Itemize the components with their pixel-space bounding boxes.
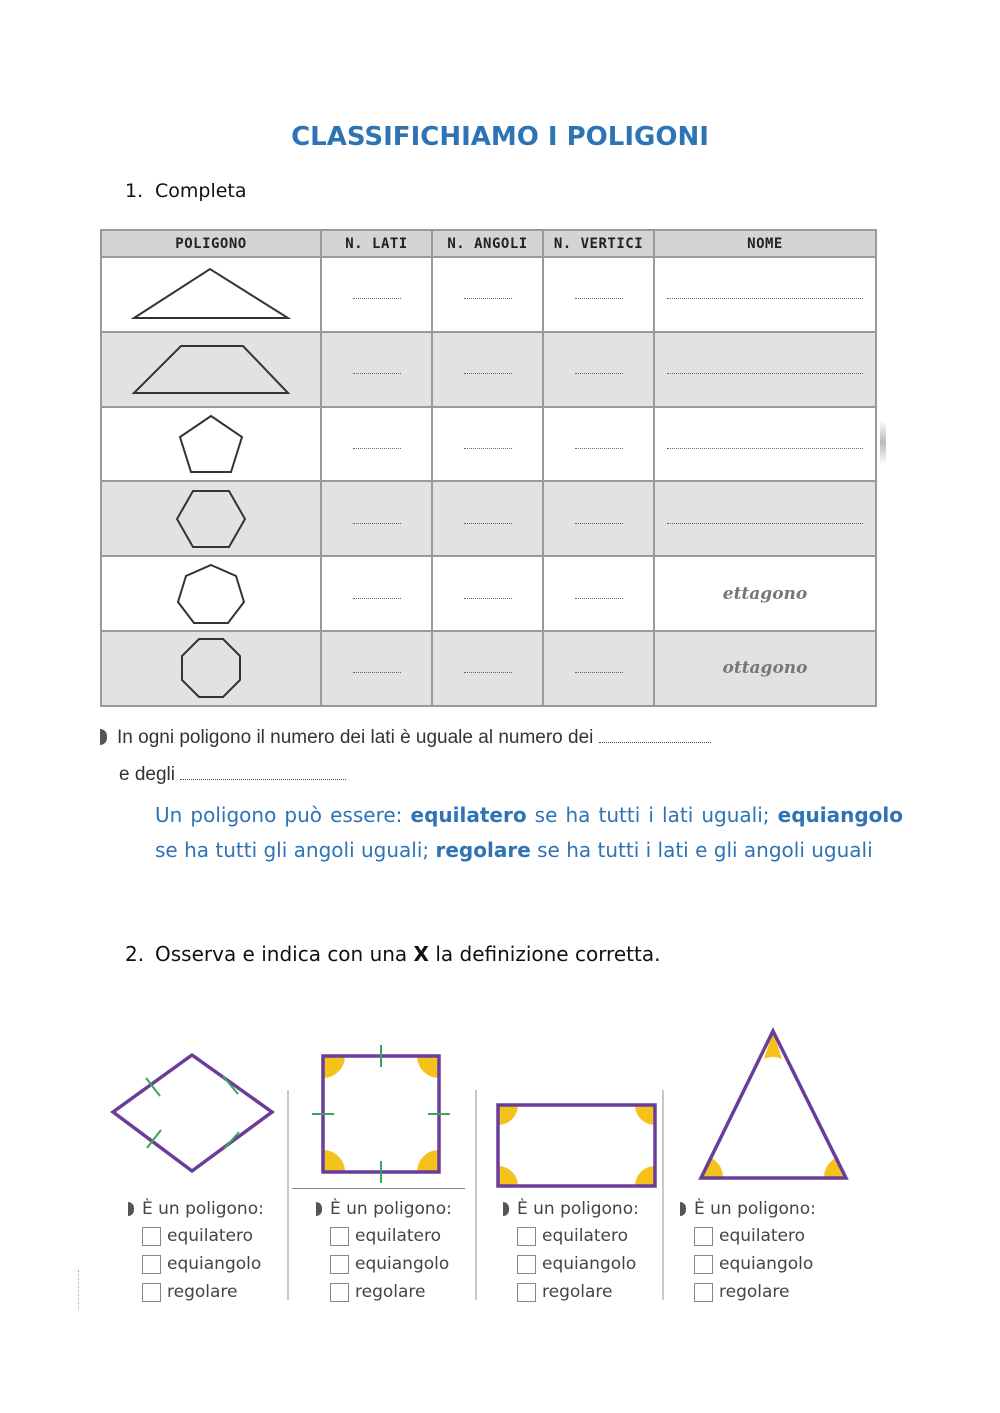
checkbox[interactable] [694,1255,713,1274]
option-regolare[interactable] [330,1278,452,1306]
bullet-icon [100,729,107,745]
option-equilatero[interactable] [142,1222,264,1250]
table-header-row [101,230,876,257]
rule-text-1: In ogni poligono il numero dei lati è uguale al numero dei [117,727,594,748]
n-vertici-blank[interactable] [543,481,654,556]
option-label: equiangolo [542,1254,637,1274]
table-row [101,556,876,631]
polygon-cell [101,332,321,407]
polygon-cell [101,481,321,556]
triangle-icon [131,265,291,323]
option-label: equiangolo [167,1254,262,1274]
table-row [101,332,876,407]
n-angoli-blank[interactable] [432,481,543,556]
pentagon-icon [176,413,246,475]
definition-paragraph [155,798,903,868]
scan-edge-mark [78,1270,80,1310]
option-label: regolare [719,1282,790,1302]
rhombus-icon [105,1050,280,1178]
header-poligono: POLIGONO [101,230,321,257]
info-text-3: se ha tutti gli angoli uguali; [155,838,436,862]
option-label: equilatero [167,1226,254,1246]
option-regolare[interactable] [142,1278,264,1306]
choice-question: È un poligono: [517,1199,639,1219]
n-vertici-blank[interactable] [543,332,654,407]
option-label: equiangolo [355,1254,450,1274]
exercise-2-x: X [413,942,429,966]
triangle-icon [695,1025,853,1183]
term-regolare: regolare [435,838,531,862]
trapezoid-icon [131,341,291,397]
checkbox[interactable] [330,1283,349,1302]
column-separator [662,1090,664,1300]
exercise-2-number: 2. [125,942,145,966]
info-text-2: se ha tutti i lati uguali; [526,803,778,827]
info-text-1: Un poligono può essere: [155,803,411,827]
nome-blank[interactable] [654,481,876,556]
table-row [101,631,876,706]
table-row [101,481,876,556]
polygon-cell [101,407,321,482]
bullet-icon [128,1202,134,1216]
checkbox[interactable] [330,1255,349,1274]
n-angoli-blank[interactable] [432,556,543,631]
option-label: regolare [355,1282,426,1302]
option-regolare[interactable] [694,1278,816,1306]
hexagon-icon [175,488,247,550]
header-n-angoli: N. ANGOLI [432,230,543,257]
octagon-icon [178,636,244,700]
term-equilatero: equilatero [410,803,527,827]
option-equiangolo[interactable] [142,1250,264,1278]
n-angoli-blank[interactable] [432,631,543,706]
option-label: equilatero [719,1226,806,1246]
exercise-2-text-post: la definizione corretta. [428,942,661,966]
exercise-2-text-pre: Osserva e indica con una [155,942,414,966]
n-lati-blank[interactable] [321,257,432,332]
option-label: regolare [542,1282,613,1302]
info-text-4: se ha tutti i lati e gli angoli uguali [530,838,873,862]
n-angoli-blank[interactable] [432,407,543,482]
checkbox[interactable] [517,1255,536,1274]
rule-blank-2[interactable] [180,779,346,780]
n-vertici-blank[interactable] [543,556,654,631]
header-n-vertici: N. VERTICI [543,230,654,257]
choice-question: È un poligono: [330,1199,452,1219]
n-angoli-blank[interactable] [432,332,543,407]
header-n-lati: N. LATI [321,230,432,257]
table-row [101,257,876,332]
choice-block-rectangle [503,1196,639,1306]
checkbox[interactable] [694,1227,713,1246]
rule-sentence-line1 [100,727,711,749]
n-lati-blank[interactable] [321,481,432,556]
option-label: equilatero [542,1226,629,1246]
rule-text-2: e degli [119,764,175,785]
polygon-table [100,229,877,707]
nome-cell [654,556,876,631]
option-label: equilatero [355,1226,442,1246]
n-vertici-blank[interactable] [543,407,654,482]
n-lati-blank[interactable] [321,407,432,482]
square-icon [310,1043,452,1185]
option-equiangolo[interactable] [517,1250,639,1278]
choice-block-triangle [680,1196,816,1306]
rule-blank-1[interactable] [599,742,711,743]
nome-blank[interactable] [654,332,876,407]
polygon-name: ettagono [722,583,808,604]
page-title: CLASSIFICHIAMO I POLIGONI [291,122,709,152]
column-underline [292,1188,465,1189]
option-equiangolo[interactable] [330,1250,452,1278]
n-vertici-blank[interactable] [543,631,654,706]
choice-block-square [316,1196,452,1306]
column-separator [287,1090,289,1300]
term-equiangolo: equiangolo [777,803,903,827]
heptagon-icon [175,562,247,626]
nome-blank[interactable] [654,257,876,332]
option-equilatero[interactable] [517,1222,639,1250]
nome-cell [654,631,876,706]
polygon-cell [101,257,321,332]
exercise-1-instruction [125,180,247,202]
checkbox[interactable] [330,1227,349,1246]
checkbox[interactable] [142,1283,161,1302]
rule-sentence-line2 [119,764,346,786]
checkbox[interactable] [517,1227,536,1246]
n-lati-blank[interactable] [321,631,432,706]
n-lati-blank[interactable] [321,332,432,407]
column-separator [475,1090,477,1300]
n-lati-blank[interactable] [321,556,432,631]
checkbox[interactable] [517,1283,536,1302]
exercise-1-text: Completa [155,180,247,202]
choice-question: È un poligono: [142,1199,264,1219]
bullet-icon [503,1202,509,1216]
choice-block-rhombus [128,1196,264,1306]
option-label: equiangolo [719,1254,814,1274]
option-equilatero[interactable] [694,1222,816,1250]
option-regolare[interactable] [517,1278,639,1306]
choice-question: È un poligono: [694,1199,816,1219]
n-angoli-blank[interactable] [432,257,543,332]
n-vertici-blank[interactable] [543,257,654,332]
option-equiangolo[interactable] [694,1250,816,1278]
checkbox[interactable] [694,1283,713,1302]
polygon-name: ottagono [722,658,808,679]
nome-blank[interactable] [654,407,876,482]
polygon-cell [101,556,321,631]
exercise-1-number: 1. [125,180,144,202]
rectangle-icon [493,1100,661,1192]
bullet-icon [680,1202,686,1216]
option-label: regolare [167,1282,238,1302]
checkbox[interactable] [142,1255,161,1274]
option-equilatero[interactable] [330,1222,452,1250]
bullet-icon [316,1202,322,1216]
polygon-cell [101,631,321,706]
exercise-2-instruction [125,942,660,966]
scan-edge-mark [880,420,886,465]
checkbox[interactable] [142,1227,161,1246]
header-nome: NOME [654,230,876,257]
table-row [101,407,876,482]
